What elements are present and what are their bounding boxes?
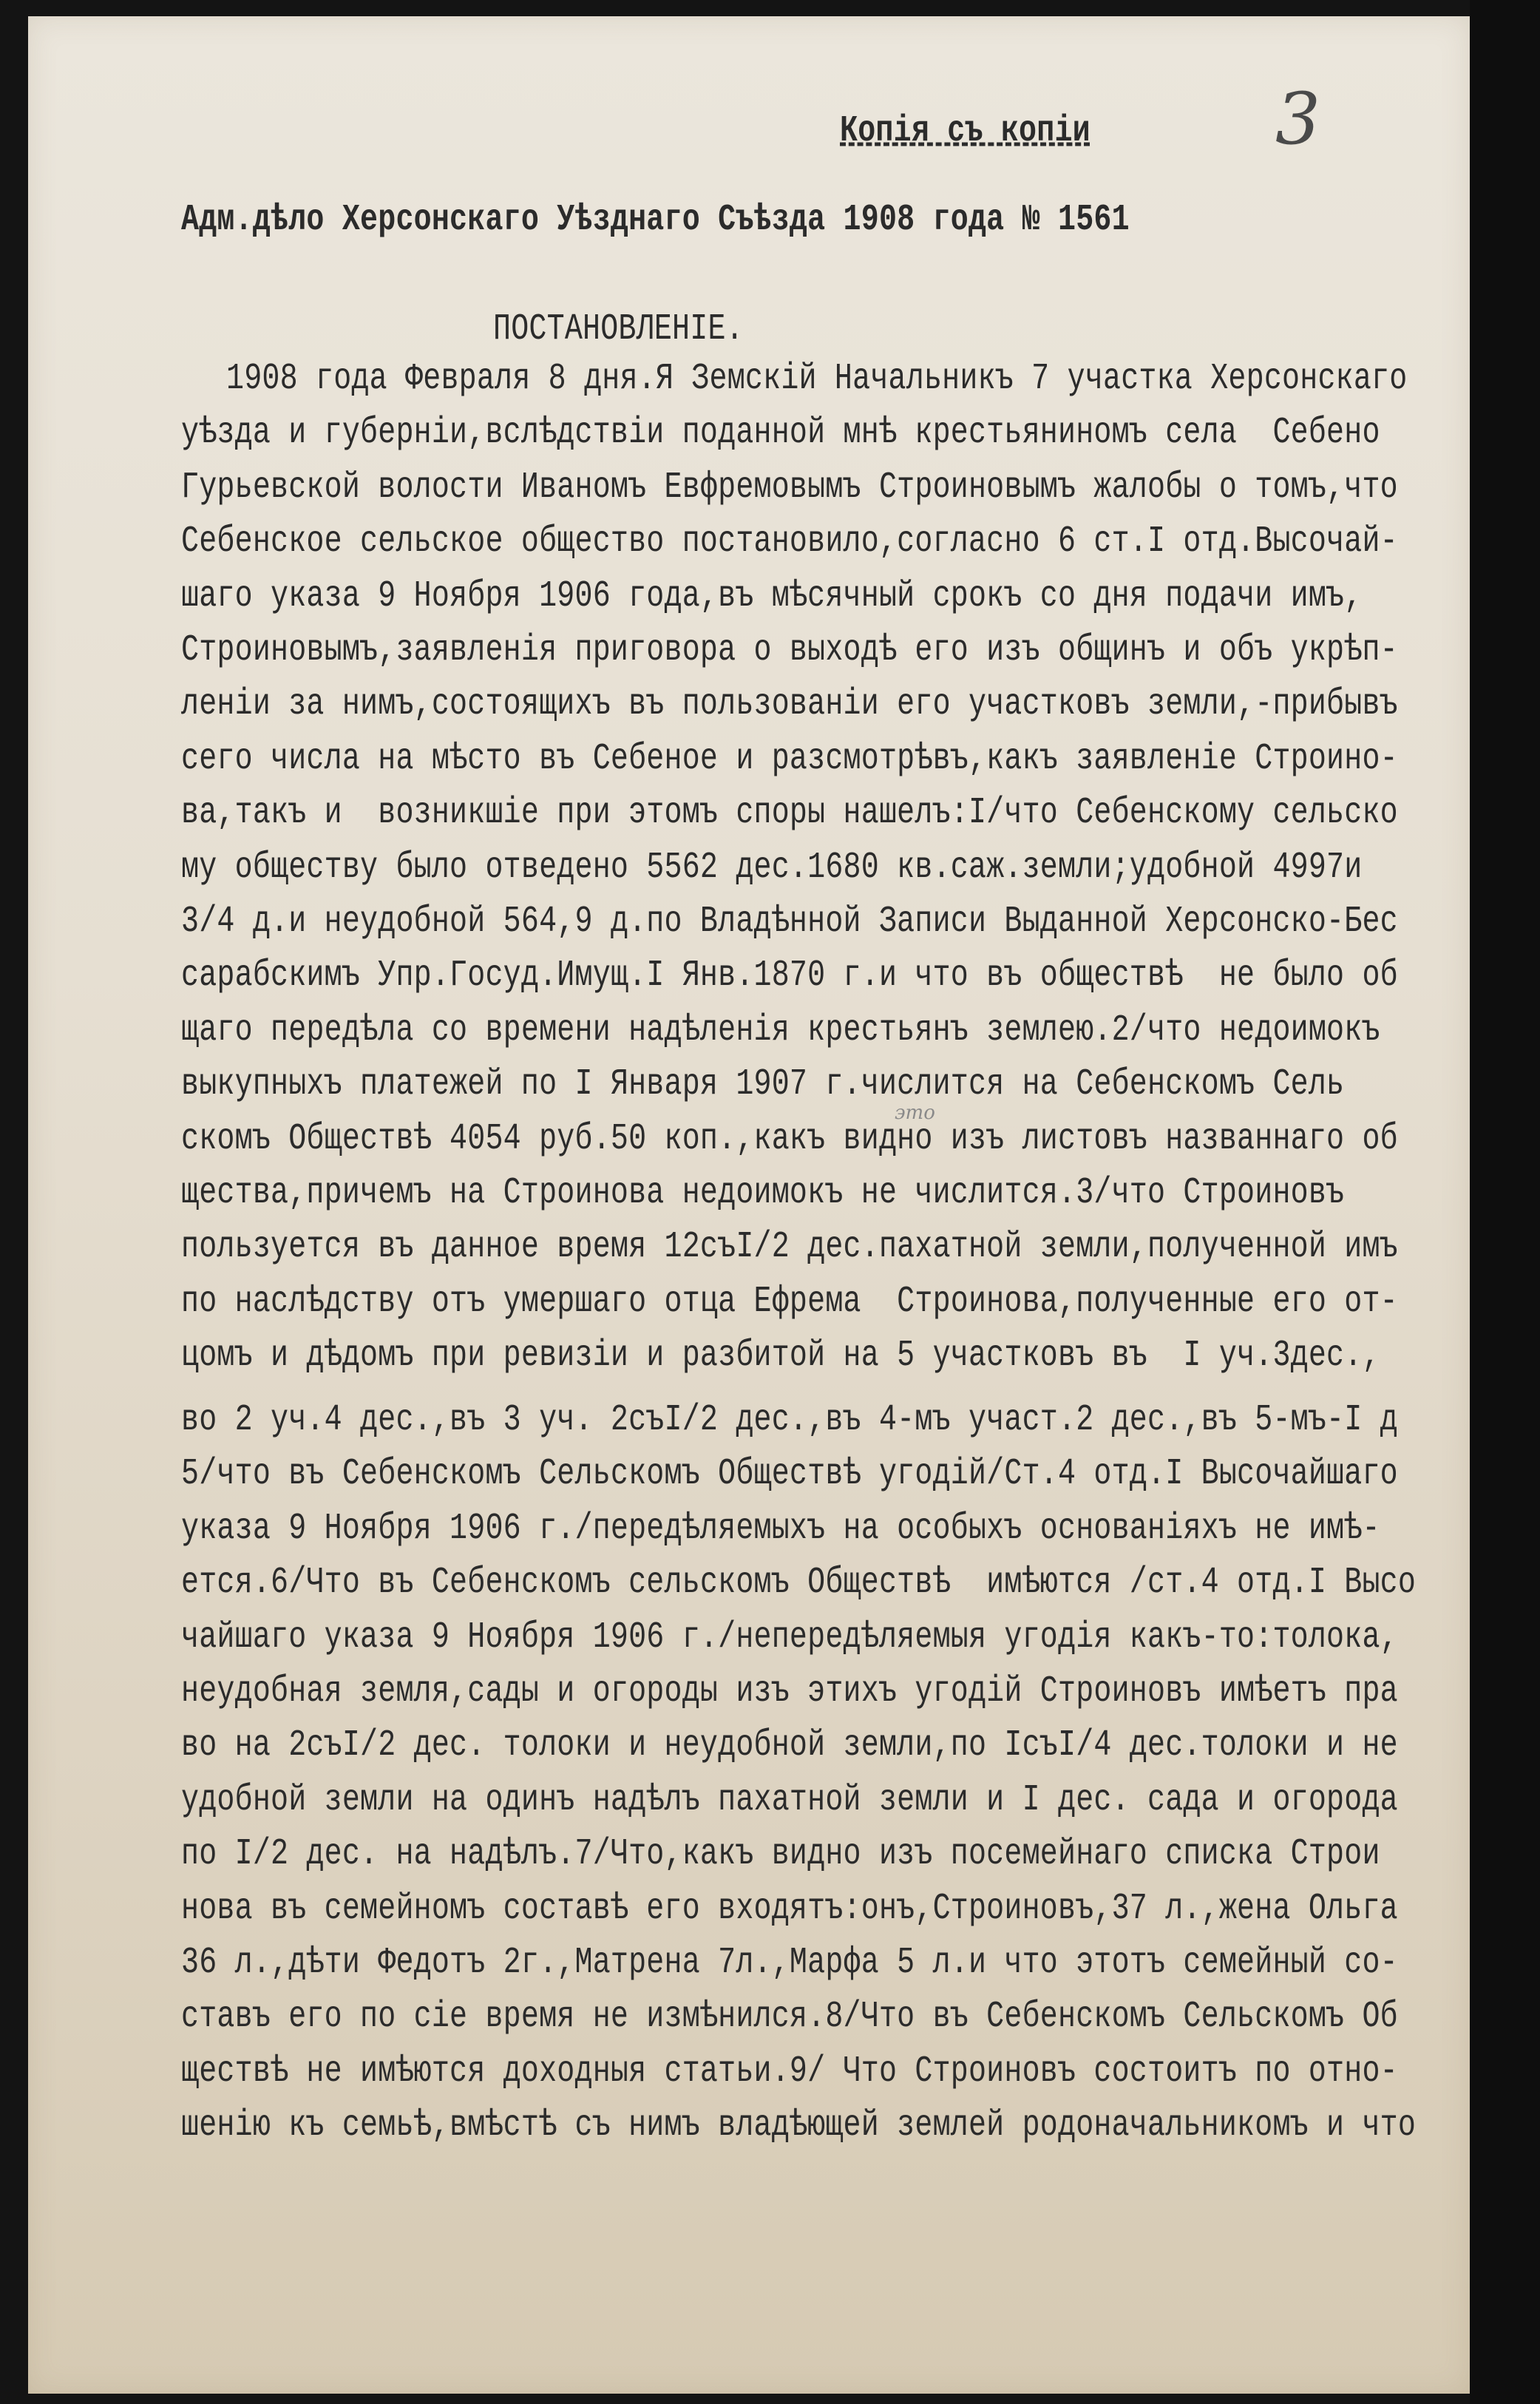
text-line: во 2 уч.4 дес.,въ 3 уч. 2съI/2 дес.,въ 4-мъ участ.2 дес.,въ 5-мъ-I д: [181, 1400, 1398, 1442]
text-line: ется.6/Что въ Себенскомъ сельскомъ Обществѣ имѣются /ст.4 отд.I Высо: [181, 1562, 1417, 1605]
text-line: выкупныхъ платежей по I Января 1907 г.числится на Себенскомъ Сель: [181, 1064, 1345, 1106]
text-line: шаго указа 9 Ноября 1906 года,въ мѣсячный срокъ со дня подачи имъ,: [181, 575, 1363, 617]
text-line: по I/2 дес. на надѣлъ.7/Что,какъ видно изъ посемейнаго списка Строи: [181, 1834, 1380, 1876]
resolution-heading: ПОСТАНОВЛЕНІЕ.: [493, 309, 744, 351]
text-line: 1908 года Февраля 8 дня.Я Земскій Начальникъ 7 участка Херсонскаго: [226, 359, 1408, 401]
text-line: 36 л.,дѣти Федотъ 2г.,Матрена 7л.,Марфа 5 л.и что этотъ семейный со-: [181, 1943, 1398, 1985]
text-line: цомъ и дѣдомъ при ревизіи и разбитой на 5 участковъ въ I уч.3дес.,: [181, 1335, 1380, 1378]
text-line: сего числа на мѣсто въ Себеное и разсмотрѣвъ,какъ заявленіе Строино-: [181, 738, 1398, 781]
text-line: ставъ его по сіе время не измѣнился.8/Что въ Себенскомъ Сельскомъ Об: [181, 1997, 1398, 2039]
text-line: Себенское сельское общество постановило,согласно 6 ст.I отд.Высочай-: [181, 521, 1398, 563]
text-line: чайшаго указа 9 Ноября 1906 г./непередѣляемыя угодія какъ-то:толока,: [181, 1616, 1398, 1659]
text-line: удобной земли на одинъ надѣлъ пахатной земли и I дес. сада и огорода: [181, 1779, 1398, 1822]
text-line: по наслѣдству отъ умершаго отца Ефрема Строинова,полученные его от-: [181, 1281, 1398, 1324]
text-line: Гурьевской волости Иваномъ Евфремовымъ Строиновымъ жалобы о томъ,что: [181, 467, 1398, 509]
copy-title: Копія съ копіи: [840, 111, 1090, 153]
scan-border: [1470, 0, 1540, 2404]
handwritten-annotation: это: [895, 1102, 935, 1124]
text-line: указа 9 Ноября 1906 г./передѣляемыхъ на особыхъ основаніяхъ не имѣ-: [181, 1508, 1380, 1551]
text-line: щаго передѣла со времени надѣленія крестьянъ землею.2/что недоимокъ: [181, 1009, 1380, 1052]
document-page: [28, 16, 1470, 2394]
text-line: шенію къ семьѣ,вмѣстѣ съ нимъ владѣющей землей родоначальникомъ и что: [181, 2105, 1417, 2147]
text-line: ществѣ не имѣются доходныя статьи.9/ Что Строиновъ состоитъ по отно-: [181, 2051, 1398, 2093]
text-line: 5/что въ Себенскомъ Сельскомъ Обществѣ угодій/Ст.4 отд.I Высочайшаго: [181, 1454, 1398, 1496]
handwritten-page-number: 3: [1275, 78, 1321, 160]
text-line: му обществу было отведено 5562 дес.1680 кв.саж.земли;удобной 4997и: [181, 847, 1363, 889]
text-line: леніи за нимъ,состоящихъ въ пользованіи его участковъ земли,-прибывъ: [181, 684, 1398, 726]
text-line: уѣзда и губерніи,вслѣдствіи поданной мнѣ крестьяниномъ села Себено: [181, 413, 1380, 455]
text-line: во на 2съI/2 дес. толоки и неудобной земли,по IсъI/4 дес.толоки и не: [181, 1725, 1398, 1767]
text-line: скомъ Обществѣ 4054 руб.50 коп.,какъ видно изъ листовъ названнаго об: [181, 1118, 1398, 1160]
text-line: 3/4 д.и неудобной 564,9 д.по Владѣнной Записи Выданной Херсонско-Бес: [181, 901, 1398, 944]
text-line: пользуется въ данное время 12съI/2 дес.пахатной земли,полученной имъ: [181, 1227, 1398, 1269]
case-title: Адм.дѣло Херсонскаго Уѣзднаго Съѣзда 1908 года № 1561: [181, 200, 1130, 242]
text-line: щества,причемъ на Строинова недоимокъ не числится.3/что Строиновъ: [181, 1173, 1345, 1215]
text-line: нова въ семейномъ составѣ его входятъ:онъ,Строиновъ,37 л.,жена Ольга: [181, 1888, 1398, 1930]
text-line: неудобная земля,сады и огороды изъ этихъ угодій Строиновъ имѣетъ пра: [181, 1671, 1398, 1713]
text-line: Строиновымъ,заявленія приговора о выходѣ его изъ общинъ и объ укрѣп-: [181, 630, 1398, 672]
text-line: ва,такъ и возникшіе при этомъ споры нашелъ:I/что Себенскому сельско: [181, 793, 1398, 835]
text-line: сарабскимъ Упр.Госуд.Имущ.I Янв.1870 г.и что въ обществѣ не было об: [181, 955, 1398, 998]
